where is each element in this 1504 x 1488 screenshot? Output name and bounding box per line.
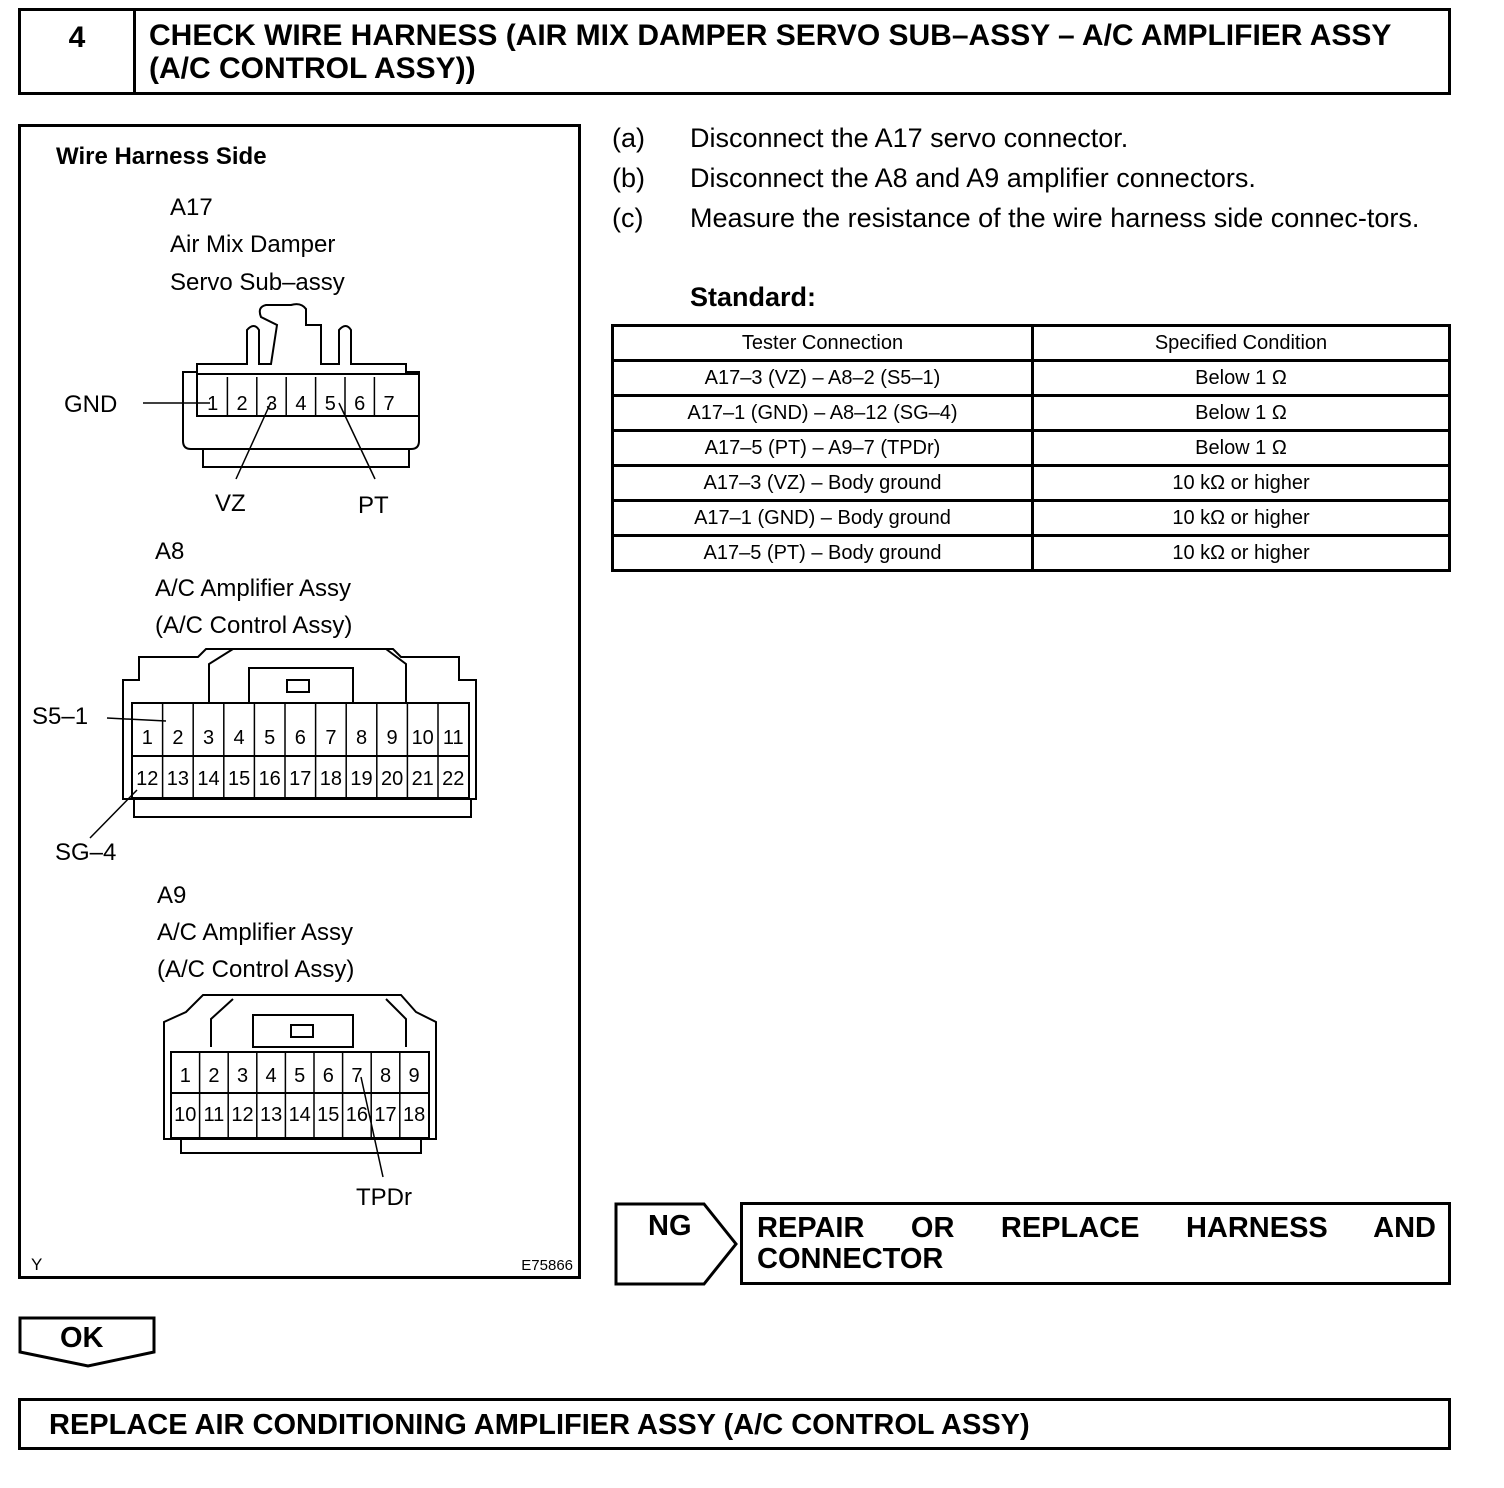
table-cell: A17–1 (GND) – A8–12 (SG–4) (613, 396, 1033, 431)
a8-pin-15: 15 (227, 768, 251, 790)
a17-connector-outline (183, 304, 419, 449)
step-text: Disconnect the A8 and A9 amplifier connectors. (690, 163, 1256, 193)
a8-pin-7: 7 (325, 727, 337, 749)
a9-name-line2: (A/C Control Assy) (157, 956, 355, 983)
a17-pin-2: 2 (236, 393, 248, 415)
step-text: Disconnect the A17 servo connector. (690, 123, 1129, 153)
table-cell: 10 kΩ or higher (1033, 536, 1450, 571)
a8-pin-3: 3 (202, 727, 215, 749)
a9-pin-12: 12 (231, 1104, 254, 1126)
step-b (612, 158, 1462, 198)
a17-code: A17 (170, 194, 213, 221)
connector-diagram (21, 127, 578, 1276)
a9-name-line1: A/C Amplifier Assy (157, 919, 354, 946)
a8-s5-label: S5–1 (32, 703, 89, 730)
a9-pin-17: 17 (374, 1104, 397, 1126)
table-cell: A17–5 (PT) – Body ground (613, 536, 1033, 571)
a8-pin-2: 2 (172, 727, 184, 749)
a8-pin-14: 14 (197, 768, 220, 790)
table-cell: Below 1 Ω (1033, 431, 1450, 466)
ok-label: OK (60, 1322, 104, 1354)
a17-name-line2: Servo Sub–assy (170, 269, 345, 296)
table-cell: 10 kΩ or higher (1033, 501, 1450, 536)
table-row (613, 501, 1450, 536)
table-cell: A17–1 (GND) – Body ground (613, 501, 1033, 536)
diagram-heading: Wire Harness Side (56, 143, 267, 170)
a17-pin-3: 3 (265, 393, 278, 415)
a8-pin-19: 19 (350, 768, 373, 790)
step-a (612, 118, 1462, 158)
a17-pt-label: PT (358, 492, 389, 519)
a8-pin-11: 11 (442, 727, 464, 749)
a9-code: A9 (157, 882, 187, 909)
connector-diagram-panel (18, 124, 581, 1279)
a9-pin-5: 5 (294, 1065, 306, 1087)
a9-pin-16: 16 (345, 1104, 369, 1126)
a8-pin-8: 8 (355, 727, 368, 749)
a8-pin-18: 18 (319, 768, 343, 790)
table-row (613, 431, 1450, 466)
table-header-cell: Tester Connection (613, 326, 1033, 361)
spec-table (611, 324, 1451, 572)
a8-pin-10: 10 (411, 727, 434, 749)
a17-pin-7: 7 (383, 393, 395, 415)
a9-pin-7: 7 (351, 1065, 363, 1087)
a17-vz-label: VZ (215, 490, 246, 517)
a9-pin-10: 10 (174, 1104, 197, 1126)
table-cell: Below 1 Ω (1033, 361, 1450, 396)
table-cell: A17–5 (PT) – A9–7 (TPDr) (613, 431, 1033, 466)
step-letter: (b) (612, 163, 645, 193)
procedure-steps (612, 118, 1462, 238)
standard-label: Standard: (690, 282, 817, 312)
step-header (18, 8, 1451, 95)
step-c (612, 198, 1462, 238)
a17-pin-5: 5 (324, 393, 336, 415)
a8-pin-5: 5 (264, 727, 276, 749)
step-letter: (c) (612, 203, 644, 233)
a9-pin-4: 4 (265, 1065, 277, 1087)
table-header-row (613, 326, 1450, 361)
ng-label: NG (648, 1210, 692, 1242)
table-row (613, 536, 1450, 571)
a8-name-line2: (A/C Control Assy) (155, 612, 353, 639)
table-header-cell: Specified Condition (1033, 326, 1450, 361)
a9-pin-11: 11 (203, 1104, 225, 1126)
a9-pin-15: 15 (317, 1104, 340, 1126)
a17-pin-6: 6 (354, 393, 366, 415)
table-cell: A17–3 (VZ) – A8–2 (S5–1) (613, 361, 1033, 396)
a17-gnd-label: GND (64, 391, 118, 418)
a9-pin-8: 8 (379, 1065, 392, 1087)
final-action-box (18, 1398, 1451, 1450)
a8-code: A8 (155, 538, 185, 565)
ng-result-box (740, 1202, 1451, 1285)
a17-pin-4: 4 (295, 393, 307, 415)
a9-pin-1: 1 (179, 1065, 191, 1087)
a9-pin-6: 6 (322, 1065, 334, 1087)
table-row (613, 466, 1450, 501)
a8-pin-22: 22 (442, 768, 465, 790)
a8-pin-20: 20 (380, 768, 404, 790)
a9-pin-18: 18 (402, 1104, 426, 1126)
step-title: CHECK WIRE HARNESS (AIR MIX DAMPER SERVO SUB–ASSY – A/C AMPLIFIER ASSY (A/C CONTROL ASSY)) (149, 19, 1391, 85)
a9-pin-13: 13 (259, 1104, 283, 1126)
table-cell: Below 1 Ω (1033, 396, 1450, 431)
a9-tpdr-label: TPDr (356, 1184, 412, 1211)
table-cell: 10 kΩ or higher (1033, 466, 1450, 501)
a8-pin-13: 13 (166, 768, 190, 790)
table-row (613, 396, 1450, 431)
a8-pin-17: 17 (289, 768, 312, 790)
a8-pin-21: 21 (411, 768, 434, 790)
table-row (613, 361, 1450, 396)
final-action-text: REPLACE AIR CONDITIONING AMPLIFIER ASSY (A/C CONTROL ASSY) (49, 1409, 1030, 1441)
a8-pin-1: 1 (141, 727, 153, 749)
a9-pin-9: 9 (408, 1065, 420, 1087)
corner-label: Y (31, 1255, 43, 1274)
a8-pin-16: 16 (258, 768, 281, 790)
step-text: Measure the resistance of the wire harness side connec-tors. (690, 203, 1420, 233)
a8-pin-9: 9 (386, 727, 398, 749)
ng-result-text: REPAIR OR REPLACE HARNESS AND CONNECTOR (757, 1212, 1436, 1275)
a8-sg4-label: SG–4 (55, 839, 117, 866)
a8-pin-6: 6 (294, 727, 306, 749)
step-number: 4 (21, 11, 136, 92)
a17-name-line1: Air Mix Damper (170, 231, 336, 258)
a17-pin-1: 1 (207, 393, 219, 415)
step-letter: (a) (612, 123, 645, 153)
a8-pin-12: 12 (136, 768, 159, 790)
a9-pin-14: 14 (288, 1104, 311, 1126)
a9-pin-2: 2 (208, 1065, 220, 1087)
a8-pin-4: 4 (233, 727, 245, 749)
table-cell: A17–3 (VZ) – Body ground (613, 466, 1033, 501)
a9-pin-3: 3 (236, 1065, 249, 1087)
a8-name-line1: A/C Amplifier Assy (155, 575, 352, 602)
figure-id: E75866 (521, 1257, 573, 1274)
